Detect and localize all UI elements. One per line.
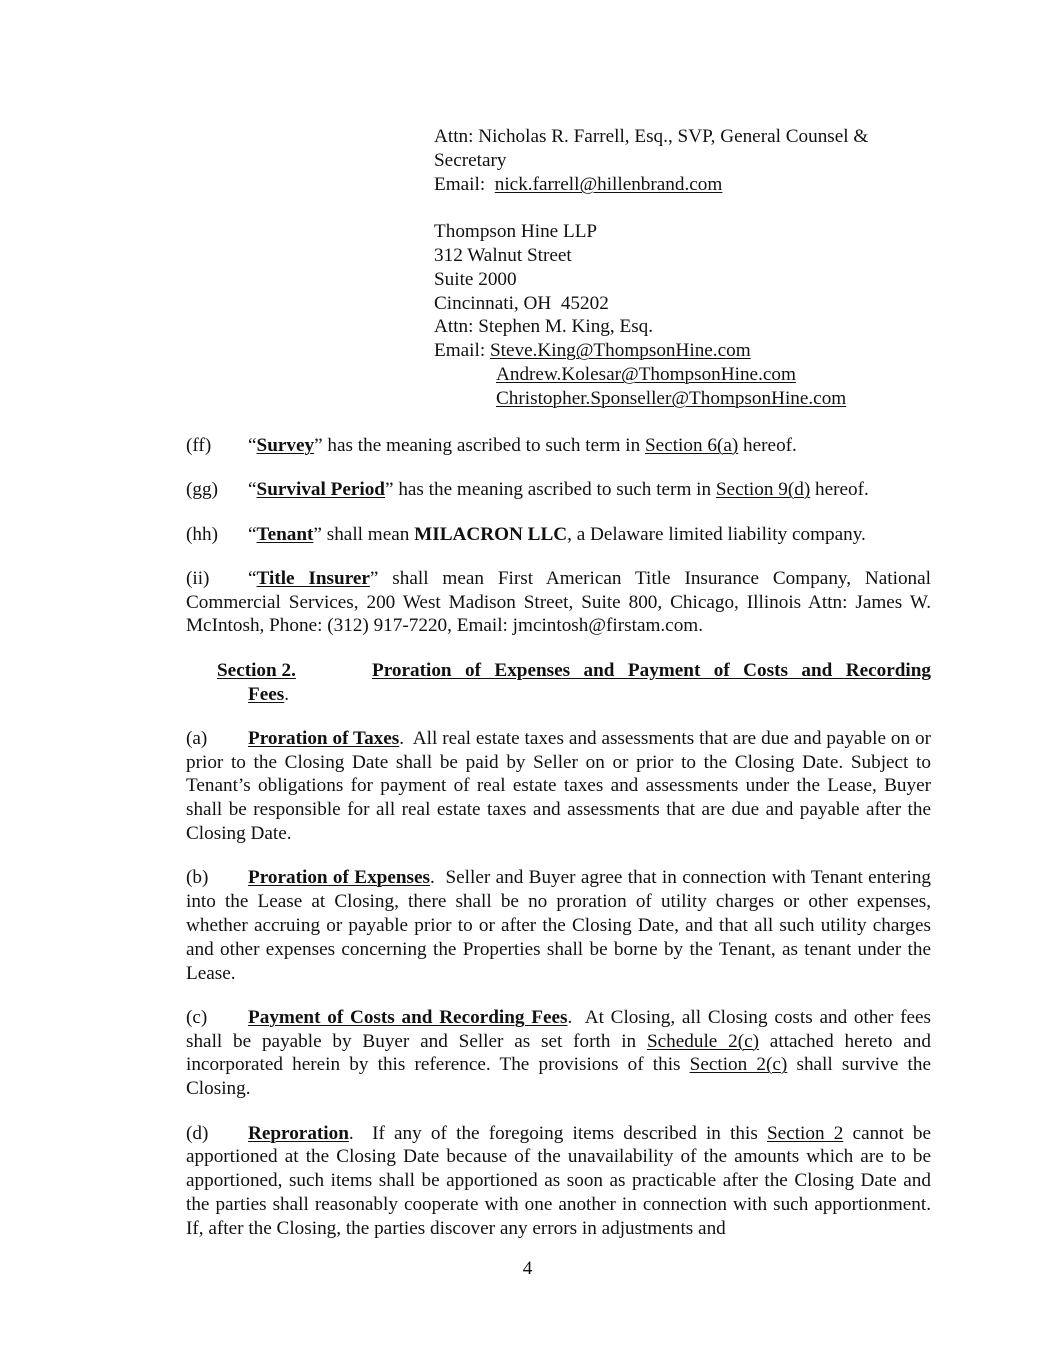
firm-city: Cincinnati, OH 45202 <box>434 292 609 314</box>
subsection-heading: Proration of Expenses <box>248 867 430 889</box>
subsection-text: attached hereto and incorporated herein by this reference. The provisions of this <box>186 1030 931 1076</box>
firm-suite: Suite 2000 <box>434 268 517 290</box>
definition-text: hereof. <box>738 435 797 456</box>
email-link-kolesar[interactable]: Andrew.Kolesar@ThompsonHine.com <box>496 363 796 385</box>
section-heading-row <box>186 683 931 707</box>
subsection-text: . Seller and Buyer agree that in connection with Tenant entering into the Lease at Closing, there shall be no proration of utility charges or other expenses, whether accruing or payable prior to or after the Closing Date, and that all such utility charges and other expenses concerning the Properties shall be borne by the Tenant, as tenant under the Lease. <box>186 867 936 984</box>
subsection-text: . If any of the foregoing items described in this <box>348 1122 768 1144</box>
definition-title-insurer <box>186 567 931 638</box>
firm-email-line <box>434 387 934 411</box>
section-title: Proration of Expenses and Payment of Costs and Recording <box>372 659 931 681</box>
defined-term: Survey <box>256 435 315 456</box>
section-reference[interactable]: Section 6(a) <box>645 435 739 456</box>
subsection-text: . All real estate taxes and assessments that are due and payable on or prior to the Closing Date shall be paid by Seller on or prior to the Closing Date. Subject to Tenant’s obligations for payment of real estate taxes and assessments under the Lease, Buyer shall be responsible for all real estate taxes and assessments that are due and payable after the Closing Date. <box>186 727 936 845</box>
definition-label: (gg) <box>186 479 218 501</box>
section-2-heading <box>186 659 931 707</box>
definition-text: has the meaning ascribed to such term in <box>322 435 645 456</box>
subsection-text: . At Closing, all Closing costs and other fees shall be payable by Buyer and Seller as set forth in <box>186 1006 936 1052</box>
email-link-sponseller[interactable]: Christopher.Sponseller@ThompsonHine.com <box>496 387 847 409</box>
subsection-heading: Reproration <box>248 1122 349 1144</box>
subsection-text: cannot be apportioned at the Closing Date because of the unavailability of the amounts which are to be apportioned, such items shall be apportioned as soon as practicable after the Closing Date and the parties shall reasonably cooperate with one another in connection with such apportionment. If, after the Closing, the parties discover any errors in adjustments and <box>186 1122 941 1239</box>
definition-text: has the meaning ascribed to such term in <box>393 479 716 501</box>
firm-street: 312 Walnut Street <box>434 244 572 266</box>
document-body <box>186 434 941 1261</box>
defined-term: Title Insurer <box>256 567 370 589</box>
close-quote: ” <box>384 479 394 501</box>
section-heading-row <box>186 659 931 683</box>
firm-email-line <box>434 363 934 387</box>
subsection-b <box>186 866 936 985</box>
section-title-continued: Fees <box>248 683 285 705</box>
subsection-heading: Payment of Costs and Recording Fees <box>248 1006 568 1028</box>
definition-label: (ff) <box>186 435 212 456</box>
definition-label: (ii) <box>186 567 210 589</box>
subsection-label: (b) <box>186 867 209 889</box>
subsection-label: (c) <box>186 1006 208 1028</box>
definition-text: shall mean <box>321 523 415 545</box>
open-quote: “ <box>248 567 257 589</box>
close-quote: ” <box>314 435 323 456</box>
email-label: Email: <box>434 340 490 362</box>
email-label: Email: <box>434 173 495 195</box>
section-reference[interactable]: Section 2 <box>767 1122 844 1144</box>
section-title-period: . <box>284 683 290 705</box>
subsection-a <box>186 727 936 846</box>
section-number: Section 2. <box>217 659 296 681</box>
open-quote: “ <box>248 523 257 545</box>
definition-survey <box>186 434 931 458</box>
attn-farrell-line1: Attn: Nicholas R. Farrell, Esq., SVP, General Counsel & <box>434 126 869 147</box>
section-reference[interactable]: Section 2(c) <box>689 1054 788 1076</box>
subsection-label: (d) <box>186 1122 209 1144</box>
email-link-farrell[interactable]: nick.farrell@hillenbrand.com <box>494 173 723 195</box>
definition-survival-period <box>186 478 931 502</box>
subsection-c <box>186 1006 936 1101</box>
definition-text: , a Delaware limited liability company. <box>567 523 866 545</box>
page-number: 4 <box>522 1258 533 1279</box>
open-quote: “ <box>248 479 257 501</box>
spacer <box>434 196 934 220</box>
firm-name: Thompson Hine LLP <box>434 221 598 243</box>
section-reference[interactable]: Section 9(d) <box>715 479 811 501</box>
definition-text: shall mean First American Title Insurance Company, National Commercial Services, 200 West Madison Street, Suite 800, Chicago, Illinois Attn: James W. McIntosh, Phone: (312) 917-7220, Email: jmcintosh@firstam.com. <box>186 567 931 637</box>
definition-tenant <box>186 523 931 547</box>
definition-text: hereof. <box>810 479 869 501</box>
defined-term: Survival Period <box>256 479 385 501</box>
definition-label: (hh) <box>186 523 218 545</box>
subsection-heading: Proration of Taxes <box>248 727 400 749</box>
close-quote: ” <box>313 523 322 545</box>
email-farrell-line <box>434 173 934 197</box>
firm-email-line <box>434 339 934 363</box>
open-quote: “ <box>248 435 257 456</box>
subsection-d <box>186 1122 941 1241</box>
close-quote: ” <box>369 567 379 589</box>
defined-term: Tenant <box>256 523 314 545</box>
email-link-king[interactable]: Steve.King@ThompsonHine.com <box>489 340 751 362</box>
subsection-text: shall survive the Closing. <box>186 1054 931 1100</box>
schedule-reference[interactable]: Schedule 2(c) <box>646 1030 759 1052</box>
tenant-name: MILACRON LLC <box>414 523 568 545</box>
subsection-label: (a) <box>186 727 208 749</box>
attn-farrell-line2: Secretary <box>434 149 507 171</box>
notice-address-block <box>434 125 934 411</box>
firm-attn: Attn: Stephen M. King, Esq. <box>434 316 654 338</box>
